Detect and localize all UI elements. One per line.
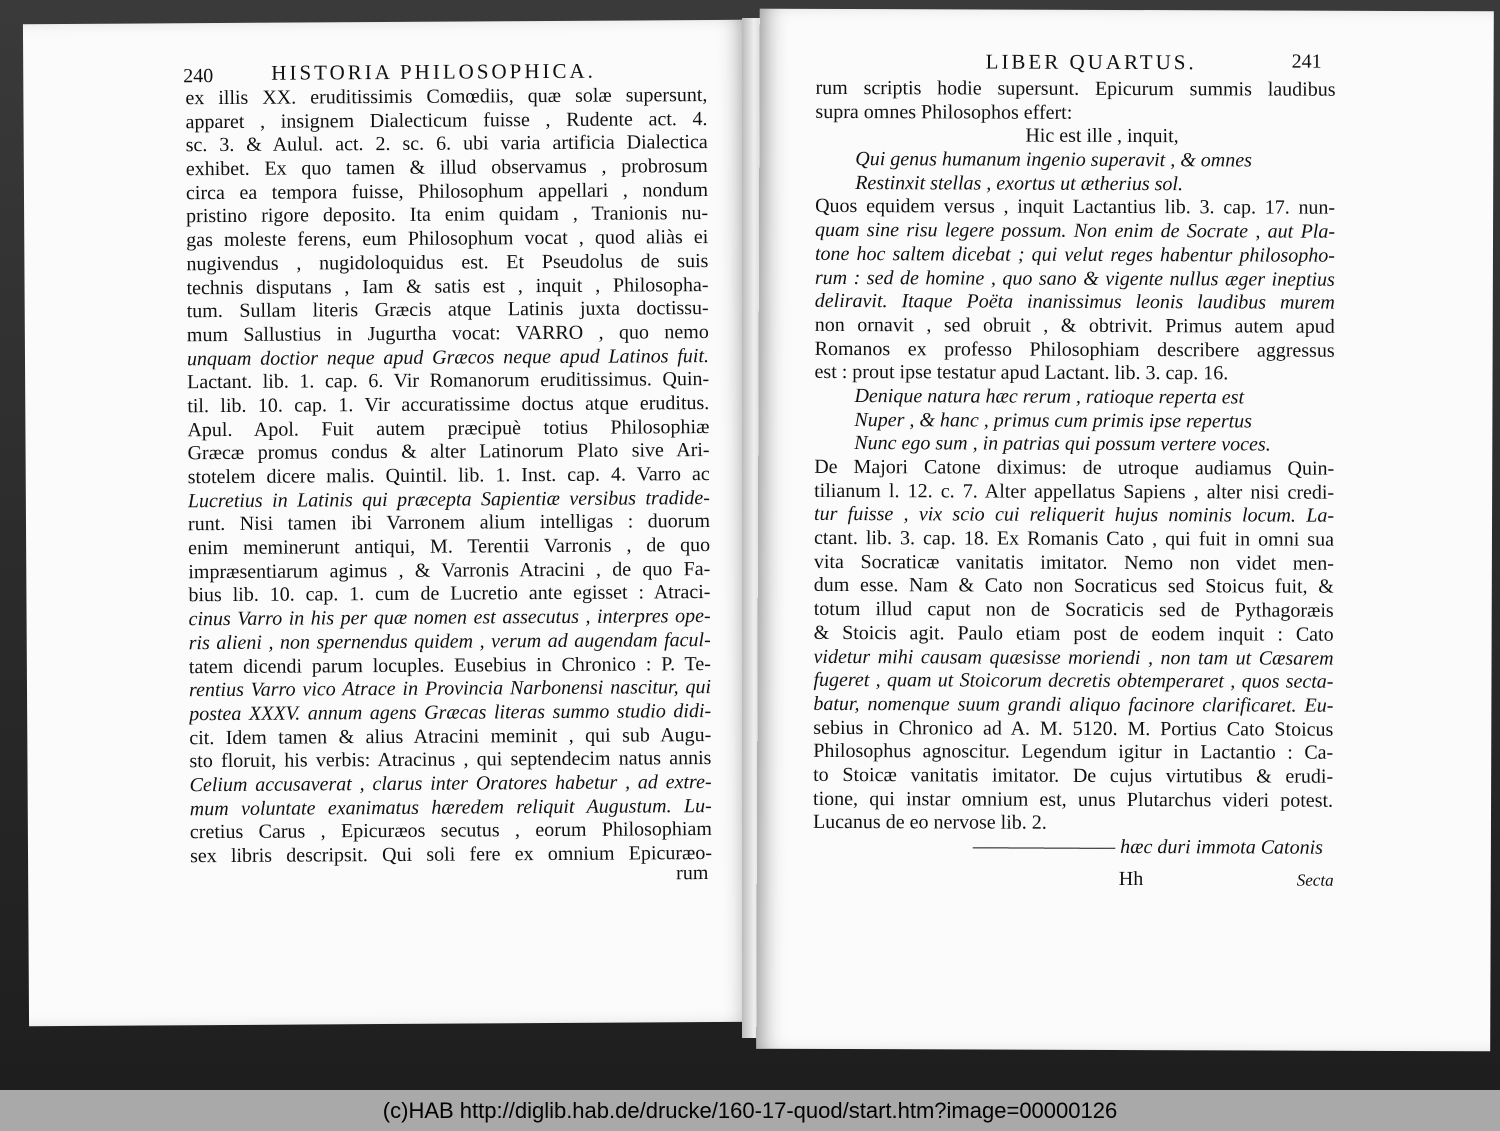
text-line: technis disputans , Iam & satis est , inquit , Philosopha- — [186, 273, 709, 299]
text-line: unquam doctior neque apud Græcos neque apud Latinos fuit. — [186, 344, 710, 370]
text-line: impræsentiarum agimus , & Varronis Atracini , de quo Fa- — [188, 557, 711, 583]
text-line: til. lib. 10. cap. 1. Vir accuratissime doctus atque eruditus. — [187, 391, 710, 418]
text-line: mum Sallustius in Jugurtha vocat: VARRO , quo nemo — [186, 320, 709, 347]
text-line: Quos equidem versus , inquit Lactantius lib. 3. cap. 17. nun- — [815, 195, 1336, 220]
text-line: sto floruit, his verbis: Atracinus , qui septendecim natus annis — [189, 747, 712, 773]
text-line: pristino rigore deposito. Ita enim quidam , Tranionis nu- — [186, 202, 709, 228]
text-line: cit. Idem tamen & alius Atracini meminit , qui sub Augu- — [189, 723, 712, 749]
running-head: HISTORIA PHILOSOPHICA. — [271, 58, 596, 85]
text-line: Apul. Apol. Fuit autem præcipuè totius Philosophiæ — [187, 415, 710, 441]
text-line: vita Socraticæ vanitatis imitator. Nemo non videt men- — [813, 550, 1334, 575]
signature-mark: Hh — [1118, 867, 1144, 891]
text-line: runt. Nisi tamen ibi Varronem alium intelligas : duorum — [187, 510, 711, 536]
text-line: Nuper , & hanc , primus cum primis ipse repertus — [854, 408, 1252, 433]
text-line: Nunc ego sum , in patrias qui possum vertere voces. — [854, 432, 1271, 456]
text-line: sc. 3. & Aulul. act. 2. sc. 6. ubi varia artificia Dialectica — [185, 131, 708, 157]
text-line: ctant. lib. 3. cap. 18. Ex Romanis Cato , qui fuit in omni sua — [813, 526, 1335, 551]
text-line: tum. Sullam literis Græcis atque Latinis juxta doctissu- — [186, 297, 709, 323]
text-line: Græcæ promus condus & alter Latinorum Plato sive Ari- — [187, 439, 710, 465]
text-line: est : prout ipse testatur apud Lactant. lib. 3. cap. 16. — [814, 361, 1229, 385]
text-line: Lucretius in Latinis qui præcepta Sapientiæ versibus tradide- — [187, 486, 710, 512]
text-line: exhibet. Ex quo tamen & illud observamus , probrosum — [185, 155, 708, 181]
catchword: Secta — [1296, 870, 1334, 890]
text-line: De Majori Catone diximus: de utroque audiamus Quin- — [814, 455, 1335, 480]
text-line: Philosophus agnoscitur. Legendum igitur in Lactantio : Ca- — [813, 740, 1334, 764]
text-line: bius lib. 10. cap. 1. cum de Lucretio ante egisset : Atraci- — [188, 581, 711, 607]
text-line: deliravit. Itaque Poëta inanissimus leonis laudibus murem — [814, 290, 1335, 314]
text-line: Lactant. lib. 1. cap. 6. Vir Romanorum eruditissimus. Quin- — [187, 368, 710, 394]
text-line: totum illud caput non de Socraticis sed de Pythagoræis — [813, 598, 1334, 622]
text-line: Hic est ille , inquit, — [1025, 125, 1179, 148]
text-line: Romanos ex professo Philosophiam describere aggressus — [814, 337, 1335, 362]
text-line: Celium accusaverat , clarus inter Oratores habetur , ad extre- — [189, 770, 712, 797]
text-line: cinus Varro in his per quæ nomen est assecutus , interpres ope- — [188, 605, 711, 631]
text-line: Lucanus de eo nervose lib. 2. — [812, 811, 1047, 835]
text-line: tione, qui instar omnium est, unus Plutarchus videri potest. — [813, 787, 1334, 812]
text-line: Denique natura hæc rerum , ratioque reperta est — [854, 384, 1245, 409]
text-line: sex libris descripsit. Qui soli fere ex omnium Epicuræo- — [189, 842, 713, 868]
running-head: LIBER QUARTUS. — [985, 49, 1197, 75]
text-line: cretius Carus , Epicuræos secutus , eorum Philosophiam — [189, 818, 712, 844]
copyright-footer: (c)HAB http://diglib.hab.de/drucke/160-17-quod/start.htm?image=00000126 — [0, 1090, 1500, 1131]
page-number: 240 — [183, 65, 214, 88]
text-line: apparet , insignem Dialecticum fuisse , Rudente act. 4. — [185, 107, 708, 133]
text-line: tilianum l. 12. c. 7. Alter appellatus Sapiens , alter nisi credi- — [814, 479, 1335, 504]
left-page — [23, 20, 753, 1026]
left-page-text — [185, 84, 712, 869]
text-line: & Stoicis agit. Paulo etiam post de eodem inquit : Cato — [813, 621, 1334, 646]
text-line: enim meminerunt antiqui, M. Terentii Varronis , de quo — [188, 534, 711, 560]
text-line: gas moleste ferens, eum Philosophum vocat , quod aliàs ei — [186, 226, 709, 252]
page-number: 241 — [1291, 50, 1322, 73]
text-line: rentius Varro vico Atrace in Provincia Narbonensi nascitur, qui — [188, 676, 712, 702]
text-line: batur, nomenque suum grandi aliquo facinore clarificaret. Eu- — [813, 692, 1334, 717]
text-line: tone hoc saltem dicebat ; qui velut reges habentur philosopho- — [814, 242, 1335, 267]
text-line: stotelem dicere malis. Quintil. lib. 1. Inst. cap. 4. Varro ac — [187, 463, 710, 489]
text-line: sebius in Chronico ad A. M. 5120. M. Portius Cato Stoicus — [813, 716, 1334, 741]
text-line: circa ea tempora fuisse, Philosophum appellari , nondum — [185, 178, 709, 204]
right-page — [756, 9, 1494, 1052]
text-line: ex illis XX. eruditissimis Comœdiis, quæ solæ supersunt, — [185, 84, 708, 110]
text-line: tur fuisse , vix scio cui reliquerit hujus nominis locum. La- — [814, 503, 1335, 528]
text-line: to Stoicæ vanitatis imitator. De cujus virtutibus & erudi- — [813, 763, 1334, 788]
text-line: tatem dicendi parum locuples. Eusebius in Chronico : P. Te- — [188, 652, 711, 678]
text-line: quam sine risu legere possum. Non enim de Socrate , aut Pla- — [815, 219, 1336, 243]
text-line: mum voluntate exanimatus hæredem reliquit Augustum. Lu- — [189, 794, 712, 820]
text-line: non ornavit , sed obruit , & obtrivit. Primus autem apud — [814, 313, 1335, 338]
right-page-text — [813, 77, 1336, 860]
text-line: Qui genus humanum ingenio superavit , & omnes — [855, 148, 1252, 172]
catchword: rum — [676, 862, 709, 885]
text-line: postea XXXV. annum agens Græcas literas summo studio didi- — [189, 699, 712, 726]
text-line: ris alieni , non spernendus quidem , verum ad augendam facul- — [188, 628, 711, 655]
text-line: rum scriptis hodie supersunt. Epicurum summis laudibus — [815, 76, 1336, 101]
text-line: Restinxit stellas , exortus ut ætherius sol. — [855, 171, 1184, 195]
text-line: fugeret , quam ut Stoicorum decretis obtemperaret , quos secta- — [813, 669, 1334, 693]
text-line: videtur mihi causam quæsisse moriendi , non tam ut Cæsarem — [813, 645, 1334, 670]
text-line: nugivendus , nugidoloquidus est. Et Pseudolus de suis — [186, 249, 709, 276]
text-line: ———————— hæc duri immota Catonis — [972, 835, 1323, 859]
text-line: rum : sed de homine , quo sano & vigente nullus æger ineptius — [814, 266, 1335, 291]
text-line: supra omnes Philosophos effert: — [815, 100, 1073, 124]
text-line: dum esse. Nam & Cato non Socraticus sed Stoicus fuit, & — [813, 574, 1334, 599]
